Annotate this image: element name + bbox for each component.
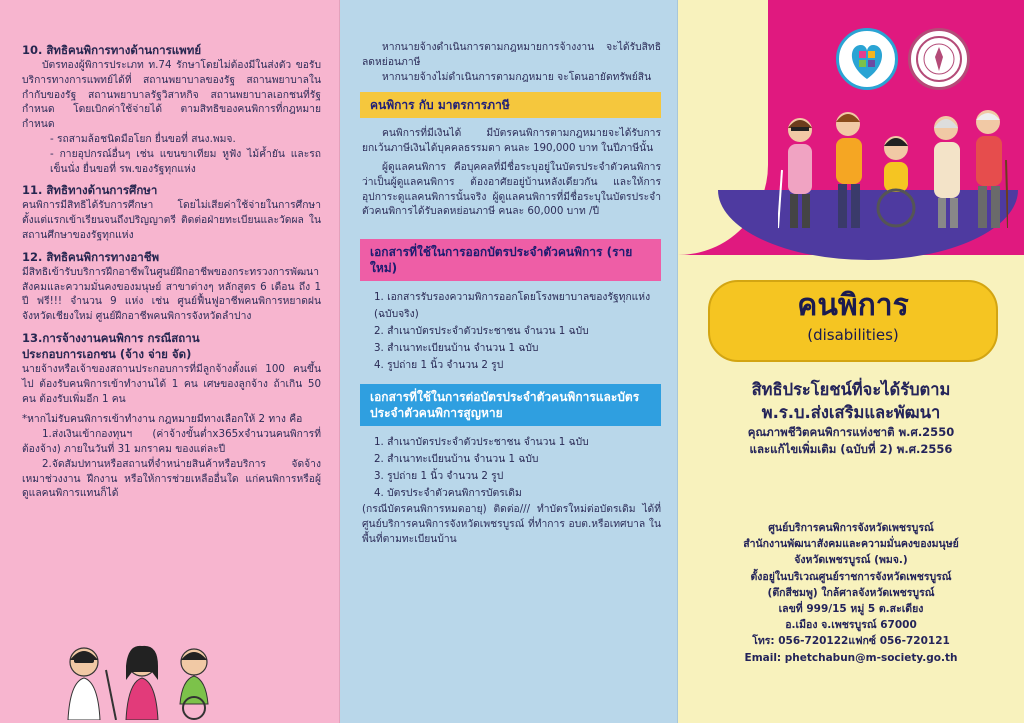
contact-line: เลขที่ 999/15 หมู่ 5 ต.สะเดียง <box>778 603 924 616</box>
cartoon-person-1-icon <box>68 648 116 720</box>
contact-email: Email: phetchabun@m-society.go.th <box>744 651 958 664</box>
employer-compliance-text: หากนายจ้างดำเนินการตามกฎหมายการจ้างงาน จะได้รับสิทธิลดหย่อนภาษี <box>362 41 661 68</box>
section-11-body: คนพิการมีสิทธิได้รับการศึกษา โดยไม่เสียค่าใช้จ่ายในการศึกษาตั้งแต่แรกเข้าเรียนจนถึงปริญญาตรี ติดต่อฝ่ายทะเบียนและวัดผล ในสถานศึกษาของรัฐทุกแห่ง <box>22 199 321 241</box>
rights-heading-line-2: พ.ร.บ.ส่งเสริมและพัฒนา <box>761 403 941 422</box>
list-item: 2. สำเนาบัตรประจำตัวประชาชน จำนวน 1 ฉบับ <box>374 325 589 338</box>
contact-line: ศูนย์บริการคนพิการจังหวัดเพชรบูรณ์ <box>768 522 934 534</box>
contact-line: (ตึกสีชมพู) ใกล้ศาลจังหวัดเพชรบูรณ์ <box>767 586 935 599</box>
rights-heading <box>678 378 1024 458</box>
section-12-title: 12. สิทธิคนพิการทางอาชีพ <box>22 249 160 264</box>
list-item: 2. สำเนาทะเบียนบ้าน จำนวน 1 ฉบับ <box>374 453 539 466</box>
tax-caregiver-text: ผู้ดูแลคนพิการ คือบุคคลที่มีชื่อระบุอยู่ในบัตรประจำตัวคนพิการ ว่าเป็นผู้ดูแลคนพิการ ต้องอาศัยอยู่บ้านหลังเดียวกัน และให้การอุปการะดูแลคนพิการนั้นจริง ผู้ดูแลคนพิการที่มีชื่อระบุในบัตรประจำตัวคนพิการได้รับลดหย่อนภาษี คนละ 60,000 บาท /ปี <box>362 160 661 218</box>
new-card-documents-list <box>362 289 661 374</box>
person-in-wheelchair-icon <box>878 136 914 226</box>
rights-heading-line-3: คุณภาพชีวิตคนพิการแห่งชาติ พ.ศ.2550 <box>747 425 955 439</box>
new-card-documents-heading: เอกสารที่ใช้ในการออกบัตรประจำตัวคนพิการ (รายใหม่) <box>360 239 661 281</box>
section-10-item-1: - รถสามล้อชนิดมือโยก ยื่นขอที่ สนง.พมจ. <box>50 132 236 145</box>
renew-card-documents-list <box>362 434 661 502</box>
employment-note: *หากไม่รับคนพิการเข้าทำงาน กฎหมายมีทางเลือกให้ 2 ทาง คือ <box>22 413 303 426</box>
section-12-body: มีสิทธิเข้ารับบริการฝึกอาชีพในศูนย์ฝึกอาชีพของกระทรวงการพัฒนาสังคมและความมั่นคงของมนุษย์ สาขาต่างๆ หลักสูตร 6 เดือน ถึง 1 ปี ฟรี!!! จำนวน 9 แห่ง เช่น ศูนย์ฟื้นฟูอาชีพคนพิการหยาดฝน จังหวัดเชียงใหม่ ศูนย์ฝึกอาชีพคนพิการจังหวัดลำปาง <box>22 265 321 323</box>
cartoon-person-3-icon <box>180 649 208 719</box>
contact-line: จังหวัดเพชรบูรณ์ (พมจ.) <box>794 554 908 567</box>
section-13-body: นายจ้างหรือเจ้าของสถานประกอบการที่มีลูกจ้างตั้งแต่ 100 คนขึ้นไป ต้องรับคนพิการเข้าทำงานได้ 1 คน เศษของลูกจ้าง ถ้าเกิน 50 คน ต้องรับเพิ่มอีก 1 คน <box>22 362 321 405</box>
person-with-glasses-icon <box>836 112 862 228</box>
renew-card-note: (กรณีบัตรคนพิการหมดอายุ) ติดต่อ/// ทำบัตรใหม่ต่อบัตรเดิม ได้ที่ ศูนย์บริการคนพิการจังหวัดเพชรบูรณ์ ที่ทำการ อบต.หรือเทศบาล ในพื้นที่ตามทะเบียนบ้าน <box>362 503 661 545</box>
title-box <box>708 280 998 362</box>
contact-phone: โทร: 056-720122แฟกซ์ 056-720121 <box>752 635 950 648</box>
list-item: 3. สำเนาทะเบียนบ้าน จำนวน 1 ฉบับ <box>374 342 539 355</box>
employer-penalty-text: หากนายจ้างไม่ดำเนินการตามกฎหมาย จะโดนอายัดทรัพย์สิน <box>382 70 652 83</box>
rights-heading-line-1: สิทธิประโยชน์ที่จะได้รับตาม <box>751 380 951 399</box>
section-10-title: 10. สิทธิคนพิการทางด้านการแพทย์ <box>22 43 202 57</box>
contact-line: อ.เมือง จ.เพชรบูรณ์ 67000 <box>785 619 917 632</box>
contact-line: ตั้งอยู่ในบริเวณศูนย์ราชการจังหวัดเพชรบูรณ์ <box>750 570 952 583</box>
employment-option-1: 1.ส่งเงินเข้ากองทุนฯ (ค่าจ้างขั้นต่ำx365xจำนวนคนพิการที่ต้องจ้าง) ภายในวันที่ 31 มกราคม ของแต่ละปี <box>22 428 321 455</box>
page-subtitle: (disabilities) <box>807 326 899 344</box>
left-panel <box>0 0 340 723</box>
renew-card-documents-heading: เอกสารที่ใช้ในการต่อบัตรประจำตัวคนพิการและบัตรประจำตัวคนพิการสูญหาย <box>360 384 661 426</box>
right-panel <box>678 0 1024 723</box>
elderly-man-icon <box>976 110 1008 228</box>
list-item: 1. เอกสารรับรองความพิการออกโดยโรงพยาบาลของรัฐทุกแห่ง (ฉบับจริง) <box>374 291 651 321</box>
cartoon-person-2-icon <box>126 646 158 720</box>
middle-panel <box>340 0 678 723</box>
list-item: 4. รูปถ่าย 1 นิ้ว จำนวน 2 รูป <box>374 359 504 372</box>
section-13-title-line-2: ประกอบการเอกชน (จ้าง จ่าย จัด) <box>22 346 192 361</box>
employment-option-2: 2.จัดสัมปทานหรือสถานที่จำหน่ายสินค้าหรือบริการ จัดจ้างเหมาช่วงงาน ฝึกงาน หรือให้การช่วยเหลืออื่นใด แก่คนพิการหรือผู้ดูแลคนพิการแทนก็ได้ <box>22 457 321 500</box>
contact-block <box>678 520 1024 666</box>
elderly-woman-icon <box>934 116 960 228</box>
list-item: 1. สำเนาบัตรประจำตัวประชาชน จำนวน 1 ฉบับ <box>374 436 589 449</box>
disability-fund-logo-icon <box>836 28 898 90</box>
cartoon-people-illustration <box>62 640 222 720</box>
section-11-title: 11. สิทธิทางด้านการศึกษา <box>22 183 158 198</box>
section-13-title-line-1: 13.การจ้างงานคนพิการ กรณีสถาน <box>22 330 200 345</box>
section-10-item-2: - กายอุปกรณ์อื่นๆ เช่น แขนขาเทียม หูฟัง ไม้ค้ำยัน และรถเข็นนั่ง ยื่นขอที่ รพ.ของรัฐทุกแห่ง <box>50 147 321 175</box>
group-of-disabled-people-illustration <box>778 100 1008 230</box>
list-item: 4. บัตรประจำตัวคนพิการบัตรเดิม <box>374 487 522 500</box>
ministry-seal-icon <box>908 28 970 90</box>
contact-line: สำนักงานพัฒนาสังคมและความมั่นคงของมนุษย์ <box>743 538 959 551</box>
rights-heading-line-4: และแก้ไขเพิ่มเติม (ฉบับที่ 2) พ.ศ.2556 <box>749 442 953 456</box>
page-title: คนพิการ <box>797 288 909 323</box>
list-item: 3. รูปถ่าย 1 นิ้ว จำนวน 2 รูป <box>374 470 504 483</box>
tax-disabled-text: คนพิการที่มีเงินได้ มีบัตรคนพิการตามกฎหมายจะได้รับการยกเว้นภาษีเงินได้บุคคลธรรมดา คนละ 190,000 บาท ในปีภาษีนั้น <box>362 127 661 155</box>
person-with-cane-icon <box>778 118 812 228</box>
tax-measures-heading: คนพิการ กับ มาตรการภาษี <box>360 92 661 118</box>
section-10-body: บัตรทองผู้พิการประเภท ท.74 รักษาโดยไม่ต้องมีในส่งตัว ขอรับบริการทางการแพทย์ได้ที่ สถานพยาบาลของรัฐ สถานพยาบาลในกำกับของรัฐ สถานพยาบาลรัฐวิสาหกิจ สถานพยาบาลเอกชนที่รัฐกำหนด โดยเบิกค่าใช้จ่ายได้ ตามสิทธิของคนพิการที่กฎหมายกำหนด <box>22 59 321 131</box>
